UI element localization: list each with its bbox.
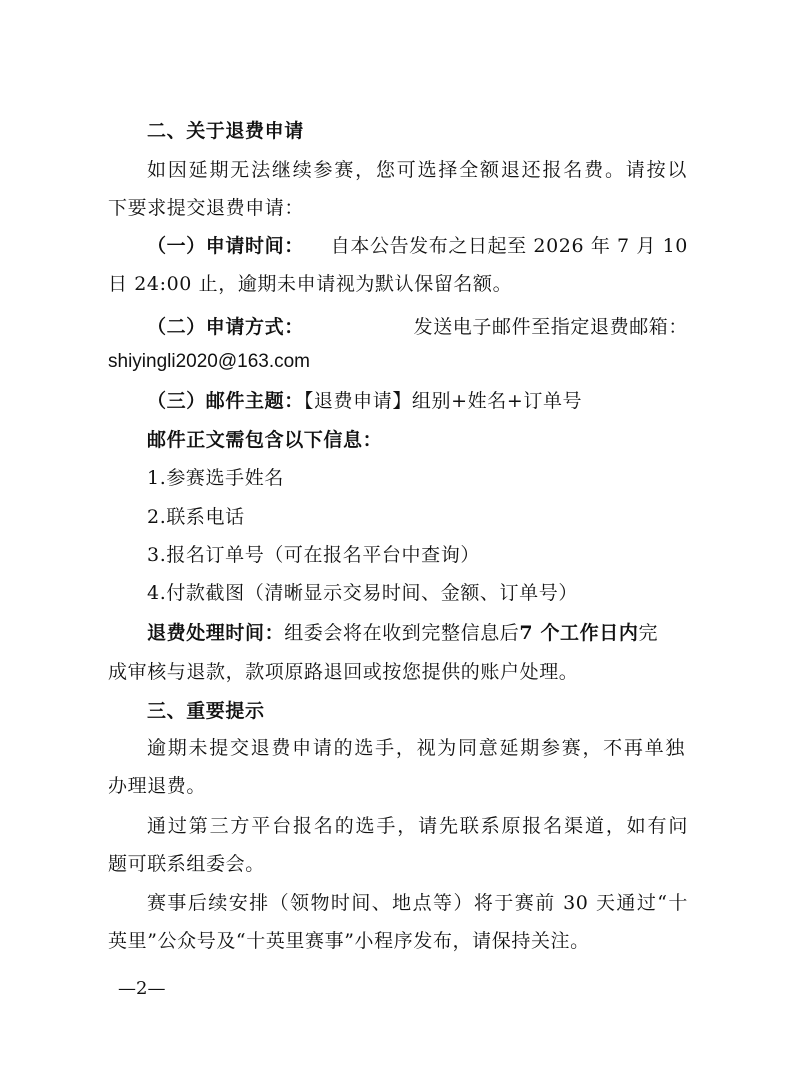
page-number: —2— xyxy=(118,978,166,999)
section-3-p3-line-1: 赛事后续安排（领物时间、地点等）将于赛前 30 天通过“十 xyxy=(147,892,688,914)
processing-text-2: 完 xyxy=(638,622,659,644)
list-item: 4.付款截图（清晰显示交易时间、金额、订单号） xyxy=(147,582,578,604)
item-3-line xyxy=(147,387,582,415)
list-item: 2.联系电话 xyxy=(147,506,245,528)
processing-label: 退费处理时间： xyxy=(147,622,285,644)
processing-text-1: 组委会将在收到完整信息后 xyxy=(284,622,520,644)
section-3-p2-line-1: 通过第三方平台报名的选手，请先联系原报名渠道，如有问 xyxy=(147,815,688,837)
email-body-intro: 邮件正文需包含以下信息： xyxy=(147,429,383,451)
item-2-text: 发送电子邮件至指定退费邮箱： xyxy=(413,316,688,338)
item-3-text: 【退费申请】组别+姓名+订单号 xyxy=(303,390,583,412)
processing-deadline: 7 个工作日内 xyxy=(519,622,639,644)
section-2-intro-line-1: 如因延期无法继续参赛，您可选择全额退还报名费。请按以 xyxy=(147,159,687,181)
email-address: shiyingli2020@163.com xyxy=(108,351,311,372)
section-3-p1-line-1: 逾期未提交退费申请的选手，视为同意延期参赛，不再单独 xyxy=(147,737,685,759)
item-1-label: （一）申请时间： xyxy=(147,235,304,257)
item-1-text: 自本公告发布之日起至 2026 年 7 月 10 xyxy=(330,235,688,257)
list-item: 3.报名订单号（可在报名平台中查询） xyxy=(147,544,480,566)
item-1-line-1 xyxy=(147,232,688,260)
item-2-label: （二）申请方式： xyxy=(147,316,304,338)
item-3-label: （三）邮件主题： xyxy=(147,390,304,412)
section-3-heading: 三、重要提示 xyxy=(147,700,265,722)
section-3-p2-line-2: 题可联系组委会。 xyxy=(108,853,265,875)
item-1-line-2: 日 24:00 止，逾期未申请视为默认保留名额。 xyxy=(108,273,513,295)
processing-line-2: 成审核与退款，款项原路退回或按您提供的账户处理。 xyxy=(108,661,579,683)
section-3-p1-line-2: 办理退费。 xyxy=(108,775,207,797)
section-2-intro-line-2: 下要求提交退费申请： xyxy=(108,197,305,219)
item-2-line xyxy=(147,313,688,341)
list-item: 1.参赛选手姓名 xyxy=(147,467,284,489)
processing-line-1 xyxy=(147,619,658,647)
section-2-heading: 二、关于退费申请 xyxy=(147,120,304,142)
section-3-p3-line-2: 英里”公众号及“十英里赛事”小程序发布，请保持关注。 xyxy=(108,930,590,952)
